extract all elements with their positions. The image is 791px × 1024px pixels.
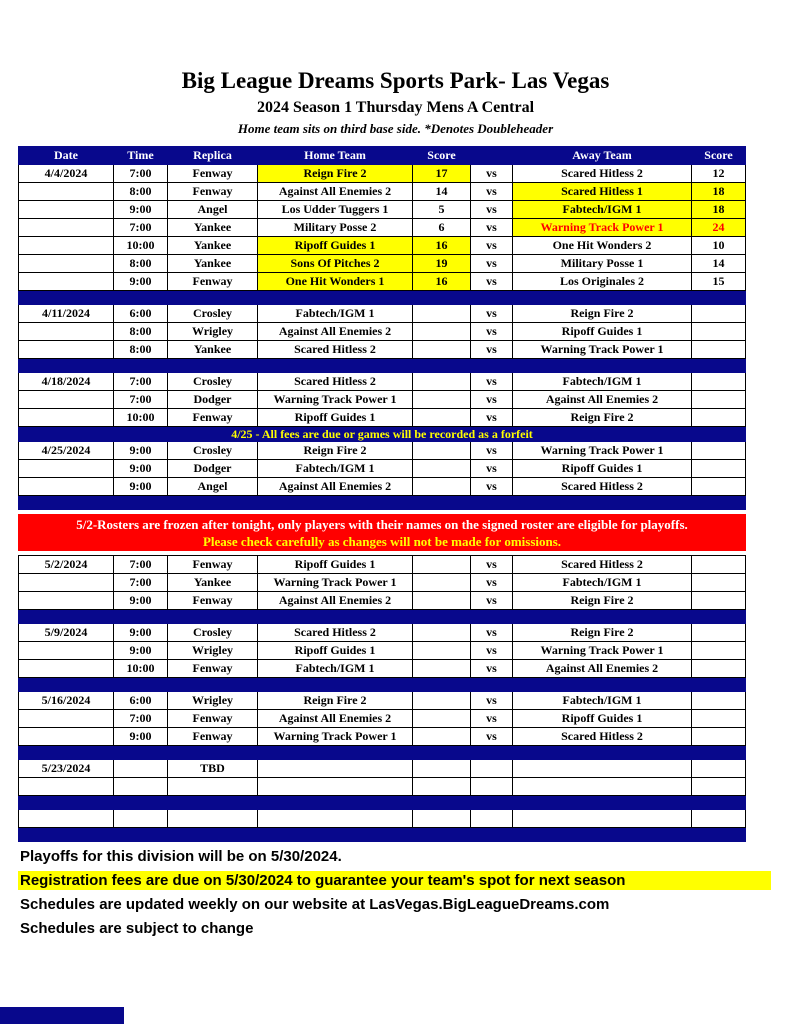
- date-cell: [19, 323, 114, 341]
- vs-cell: vs: [471, 710, 513, 728]
- separator-row: [19, 427, 746, 442]
- vs-cell: vs: [471, 409, 513, 427]
- home-team-cell: Fabtech/IGM 1: [258, 460, 413, 478]
- footer: [18, 847, 771, 938]
- section-divider: [19, 746, 746, 760]
- home-team-cell: Against All Enemies 2: [258, 183, 413, 201]
- replica-cell: Fenway: [168, 728, 258, 746]
- vs-cell: vs: [471, 391, 513, 409]
- away-team-cell: Scared Hitless 1: [513, 183, 692, 201]
- home-score-cell: 14: [413, 183, 471, 201]
- away-team-cell: Warning Track Power 1: [513, 341, 692, 359]
- game-row: [19, 409, 746, 427]
- date-cell: [19, 642, 114, 660]
- away-score-cell: [692, 778, 746, 796]
- vs-cell: vs: [471, 728, 513, 746]
- replica-cell: Fenway: [168, 710, 258, 728]
- away-score-cell: 10: [692, 237, 746, 255]
- date-cell: 5/23/2024: [19, 760, 114, 778]
- separator-row: [19, 610, 746, 624]
- date-cell: [19, 391, 114, 409]
- home-score-cell: [413, 710, 471, 728]
- footer-line: Playoffs for this division will be on 5/30/2024.: [20, 848, 342, 865]
- home-score-cell: [413, 642, 471, 660]
- game-row: [19, 692, 746, 710]
- home-score-cell: [413, 660, 471, 678]
- away-team-cell: Reign Fire 2: [513, 409, 692, 427]
- replica-cell: Fenway: [168, 592, 258, 610]
- home-team-cell: Ripoff Guides 1: [258, 409, 413, 427]
- home-score-cell: [413, 810, 471, 828]
- section-divider: [19, 678, 746, 692]
- time-cell: 9:00: [114, 273, 168, 291]
- home-score-cell: [413, 305, 471, 323]
- empty-row: [19, 778, 746, 796]
- time-cell: 7:00: [114, 373, 168, 391]
- away-score-cell: [692, 692, 746, 710]
- away-score-cell: [692, 341, 746, 359]
- home-team-cell: Reign Fire 2: [258, 442, 413, 460]
- replica-cell: Fenway: [168, 273, 258, 291]
- home-team-cell: Warning Track Power 1: [258, 391, 413, 409]
- game-row: [19, 341, 746, 359]
- home-team-cell: Reign Fire 2: [258, 165, 413, 183]
- away-score-cell: [692, 478, 746, 496]
- column-header: [471, 147, 513, 165]
- replica-cell: Yankee: [168, 219, 258, 237]
- away-team-cell: Reign Fire 2: [513, 305, 692, 323]
- home-score-cell: 17: [413, 165, 471, 183]
- away-team-cell: Against All Enemies 2: [513, 660, 692, 678]
- column-header: Replica: [168, 147, 258, 165]
- time-cell: 10:00: [114, 660, 168, 678]
- away-score-cell: 12: [692, 165, 746, 183]
- away-score-cell: [692, 728, 746, 746]
- vs-cell: vs: [471, 201, 513, 219]
- time-cell: 10:00: [114, 409, 168, 427]
- date-cell: [19, 460, 114, 478]
- game-row: [19, 624, 746, 642]
- time-cell: 7:00: [114, 391, 168, 409]
- home-team-cell: [258, 760, 413, 778]
- date-cell: [19, 273, 114, 291]
- vs-cell: vs: [471, 323, 513, 341]
- away-team-cell: Scared Hitless 2: [513, 556, 692, 574]
- game-row: [19, 219, 746, 237]
- home-score-cell: 16: [413, 273, 471, 291]
- home-score-cell: [413, 391, 471, 409]
- replica-cell: Wrigley: [168, 692, 258, 710]
- vs-cell: vs: [471, 165, 513, 183]
- away-team-cell: Reign Fire 2: [513, 624, 692, 642]
- time-cell: 9:00: [114, 201, 168, 219]
- notice-row: [19, 515, 746, 551]
- home-score-cell: [413, 574, 471, 592]
- away-score-cell: [692, 710, 746, 728]
- game-row: [19, 592, 746, 610]
- time-cell: 7:00: [114, 219, 168, 237]
- vs-cell: vs: [471, 642, 513, 660]
- away-score-cell: [692, 323, 746, 341]
- home-score-cell: [413, 460, 471, 478]
- page-header: [0, 0, 791, 137]
- vs-cell: vs: [471, 660, 513, 678]
- home-score-cell: [413, 778, 471, 796]
- away-team-cell: Scared Hitless 2: [513, 478, 692, 496]
- home-team-cell: Ripoff Guides 1: [258, 237, 413, 255]
- separator-row: [19, 496, 746, 510]
- game-row: [19, 442, 746, 460]
- replica-cell: Fenway: [168, 165, 258, 183]
- section-divider: [19, 828, 746, 842]
- footer-line: Registration fees are due on 5/30/2024 to guarantee your team's spot for next season: [18, 871, 771, 890]
- date-cell: [19, 778, 114, 796]
- column-header: Score: [692, 147, 746, 165]
- home-team-cell: Reign Fire 2: [258, 692, 413, 710]
- away-score-cell: 18: [692, 183, 746, 201]
- time-cell: 8:00: [114, 341, 168, 359]
- away-team-cell: Fabtech/IGM 1: [513, 692, 692, 710]
- home-team-cell: Fabtech/IGM 1: [258, 305, 413, 323]
- home-score-cell: [413, 341, 471, 359]
- time-cell: 9:00: [114, 592, 168, 610]
- home-team-cell: Los Udder Tuggers 1: [258, 201, 413, 219]
- away-team-cell: Fabtech/IGM 1: [513, 201, 692, 219]
- away-score-cell: 18: [692, 201, 746, 219]
- home-score-cell: [413, 442, 471, 460]
- game-row: [19, 760, 746, 778]
- date-cell: [19, 810, 114, 828]
- game-row: [19, 373, 746, 391]
- replica-cell: Crosley: [168, 373, 258, 391]
- home-team-note: Home team sits on third base side. *Denotes Doubleheader: [237, 121, 554, 136]
- time-cell: 6:00: [114, 305, 168, 323]
- game-row: [19, 183, 746, 201]
- away-score-cell: [692, 409, 746, 427]
- time-cell: 7:00: [114, 710, 168, 728]
- away-team-cell: Ripoff Guides 1: [513, 710, 692, 728]
- replica-cell: Yankee: [168, 237, 258, 255]
- game-row: [19, 460, 746, 478]
- game-row: [19, 660, 746, 678]
- game-row: [19, 305, 746, 323]
- home-score-cell: [413, 592, 471, 610]
- time-cell: 9:00: [114, 442, 168, 460]
- game-row: [19, 391, 746, 409]
- time-cell: [114, 778, 168, 796]
- away-team-cell: Military Posse 1: [513, 255, 692, 273]
- date-cell: [19, 574, 114, 592]
- vs-cell: vs: [471, 556, 513, 574]
- home-team-cell: Sons Of Pitches 2: [258, 255, 413, 273]
- date-cell: 5/16/2024: [19, 692, 114, 710]
- date-cell: [19, 660, 114, 678]
- section-divider: [19, 359, 746, 373]
- game-row: [19, 255, 746, 273]
- page-subtitle: 2024 Season 1 Thursday Mens A Central: [256, 99, 535, 116]
- away-score-cell: [692, 660, 746, 678]
- replica-cell: Fenway: [168, 660, 258, 678]
- notice-line-1: 5/2-Rosters are frozen after tonight, only players with their names on the signed roster are eligible for playoffs.: [76, 516, 688, 532]
- home-team-cell: Against All Enemies 2: [258, 592, 413, 610]
- away-team-cell: Scared Hitless 2: [513, 165, 692, 183]
- away-score-cell: [692, 574, 746, 592]
- replica-cell: Dodger: [168, 391, 258, 409]
- game-row: [19, 728, 746, 746]
- vs-cell: vs: [471, 692, 513, 710]
- game-row: [19, 642, 746, 660]
- empty-row: [19, 810, 746, 828]
- home-team-cell: Against All Enemies 2: [258, 710, 413, 728]
- time-cell: 9:00: [114, 624, 168, 642]
- away-score-cell: [692, 760, 746, 778]
- notice-line-2: Please check carefully as changes will not be made for omissions.: [202, 533, 562, 549]
- bottom-left-bar: [0, 1007, 124, 1024]
- time-cell: 8:00: [114, 323, 168, 341]
- schedule-rows: [19, 165, 746, 842]
- date-cell: [19, 409, 114, 427]
- replica-cell: Crosley: [168, 624, 258, 642]
- away-team-cell: Los Originales 2: [513, 273, 692, 291]
- away-team-cell: Against All Enemies 2: [513, 391, 692, 409]
- column-header: Score: [413, 147, 471, 165]
- schedule-header-row: [19, 147, 746, 165]
- separator-row: [19, 359, 746, 373]
- separator-row: [19, 746, 746, 760]
- away-score-cell: [692, 305, 746, 323]
- away-team-cell: Ripoff Guides 1: [513, 323, 692, 341]
- time-cell: 9:00: [114, 728, 168, 746]
- away-score-cell: 24: [692, 219, 746, 237]
- vs-cell: [471, 810, 513, 828]
- column-header: Away Team: [513, 147, 692, 165]
- away-team-cell: Warning Track Power 1: [513, 442, 692, 460]
- replica-cell: [168, 810, 258, 828]
- home-score-cell: [413, 692, 471, 710]
- away-score-cell: 15: [692, 273, 746, 291]
- footer-line: Schedules are subject to change: [20, 920, 254, 937]
- time-cell: 7:00: [114, 165, 168, 183]
- away-score-cell: [692, 642, 746, 660]
- date-cell: [19, 255, 114, 273]
- home-team-cell: [258, 810, 413, 828]
- home-team-cell: Military Posse 2: [258, 219, 413, 237]
- away-team-cell: One Hit Wonders 2: [513, 237, 692, 255]
- separator-row: [19, 796, 746, 810]
- section-divider: [19, 291, 746, 305]
- vs-cell: vs: [471, 305, 513, 323]
- footer-line: Schedules are updated weekly on our website at LasVegas.BigLeagueDreams.com: [20, 896, 610, 913]
- date-cell: [19, 219, 114, 237]
- vs-cell: vs: [471, 574, 513, 592]
- vs-cell: vs: [471, 373, 513, 391]
- page-title: Big League Dreams Sports Park- Las Vegas: [181, 68, 610, 93]
- home-score-cell: [413, 323, 471, 341]
- date-cell: 4/4/2024: [19, 165, 114, 183]
- replica-cell: Fenway: [168, 183, 258, 201]
- away-team-cell: Warning Track Power 1: [513, 219, 692, 237]
- vs-cell: [471, 778, 513, 796]
- game-row: [19, 165, 746, 183]
- away-score-cell: [692, 624, 746, 642]
- replica-cell: Yankee: [168, 574, 258, 592]
- time-cell: 9:00: [114, 642, 168, 660]
- away-team-cell: Scared Hitless 2: [513, 728, 692, 746]
- away-score-cell: 14: [692, 255, 746, 273]
- away-team-cell: Fabtech/IGM 1: [513, 574, 692, 592]
- home-team-cell: Ripoff Guides 1: [258, 642, 413, 660]
- vs-cell: vs: [471, 341, 513, 359]
- home-team-cell: Scared Hitless 2: [258, 624, 413, 642]
- game-row: [19, 556, 746, 574]
- away-score-cell: [692, 391, 746, 409]
- away-team-cell: Fabtech/IGM 1: [513, 373, 692, 391]
- time-cell: [114, 810, 168, 828]
- game-row: [19, 273, 746, 291]
- vs-cell: vs: [471, 255, 513, 273]
- separator-row: [19, 828, 746, 842]
- home-score-cell: [413, 624, 471, 642]
- date-cell: [19, 237, 114, 255]
- home-score-cell: [413, 728, 471, 746]
- home-team-cell: Against All Enemies 2: [258, 478, 413, 496]
- vs-cell: vs: [471, 478, 513, 496]
- column-header: Date: [19, 147, 114, 165]
- home-team-cell: Against All Enemies 2: [258, 323, 413, 341]
- game-row: [19, 574, 746, 592]
- home-team-cell: Fabtech/IGM 1: [258, 660, 413, 678]
- vs-cell: vs: [471, 624, 513, 642]
- home-score-cell: 16: [413, 237, 471, 255]
- section-divider: [19, 610, 746, 624]
- date-cell: 4/18/2024: [19, 373, 114, 391]
- away-team-cell: [513, 810, 692, 828]
- section-divider: [19, 796, 746, 810]
- section-message: 4/25 - All fees are due or games will be recorded as a forfeit: [19, 427, 746, 442]
- vs-cell: [471, 760, 513, 778]
- date-cell: 4/11/2024: [19, 305, 114, 323]
- home-score-cell: [413, 760, 471, 778]
- game-row: [19, 237, 746, 255]
- date-cell: 5/9/2024: [19, 624, 114, 642]
- replica-cell: Fenway: [168, 556, 258, 574]
- home-score-cell: 5: [413, 201, 471, 219]
- schedule-table: [18, 146, 746, 842]
- vs-cell: vs: [471, 273, 513, 291]
- game-row: [19, 478, 746, 496]
- replica-cell: TBD: [168, 760, 258, 778]
- date-cell: [19, 183, 114, 201]
- separator-row: [19, 678, 746, 692]
- home-score-cell: 6: [413, 219, 471, 237]
- away-team-cell: Reign Fire 2: [513, 592, 692, 610]
- away-team-cell: Warning Track Power 1: [513, 642, 692, 660]
- home-team-cell: Scared Hitless 2: [258, 373, 413, 391]
- home-team-cell: Ripoff Guides 1: [258, 556, 413, 574]
- time-cell: 8:00: [114, 255, 168, 273]
- date-cell: [19, 478, 114, 496]
- home-team-cell: [258, 778, 413, 796]
- time-cell: 6:00: [114, 692, 168, 710]
- replica-cell: Fenway: [168, 409, 258, 427]
- date-cell: [19, 710, 114, 728]
- vs-cell: vs: [471, 237, 513, 255]
- replica-cell: Wrigley: [168, 642, 258, 660]
- vs-cell: vs: [471, 183, 513, 201]
- roster-freeze-notice: [19, 515, 746, 551]
- home-team-cell: Scared Hitless 2: [258, 341, 413, 359]
- vs-cell: vs: [471, 219, 513, 237]
- away-score-cell: [692, 556, 746, 574]
- home-team-cell: Warning Track Power 1: [258, 574, 413, 592]
- date-cell: [19, 592, 114, 610]
- time-cell: 10:00: [114, 237, 168, 255]
- home-team-cell: Warning Track Power 1: [258, 728, 413, 746]
- game-row: [19, 710, 746, 728]
- replica-cell: Angel: [168, 478, 258, 496]
- column-header: Time: [114, 147, 168, 165]
- away-score-cell: [692, 592, 746, 610]
- replica-cell: Dodger: [168, 460, 258, 478]
- date-cell: [19, 728, 114, 746]
- time-cell: 9:00: [114, 478, 168, 496]
- replica-cell: Wrigley: [168, 323, 258, 341]
- away-team-cell: Ripoff Guides 1: [513, 460, 692, 478]
- time-cell: 9:00: [114, 460, 168, 478]
- date-cell: 4/25/2024: [19, 442, 114, 460]
- home-score-cell: [413, 373, 471, 391]
- vs-cell: vs: [471, 442, 513, 460]
- date-cell: [19, 341, 114, 359]
- away-score-cell: [692, 442, 746, 460]
- home-score-cell: [413, 478, 471, 496]
- time-cell: 7:00: [114, 556, 168, 574]
- game-row: [19, 201, 746, 219]
- time-cell: 7:00: [114, 574, 168, 592]
- date-cell: [19, 201, 114, 219]
- separator-row: [19, 291, 746, 305]
- home-score-cell: [413, 556, 471, 574]
- replica-cell: Crosley: [168, 442, 258, 460]
- home-team-cell: One Hit Wonders 1: [258, 273, 413, 291]
- game-row: [19, 323, 746, 341]
- replica-cell: Yankee: [168, 255, 258, 273]
- replica-cell: Yankee: [168, 341, 258, 359]
- away-score-cell: [692, 460, 746, 478]
- replica-cell: Crosley: [168, 305, 258, 323]
- column-header: Home Team: [258, 147, 413, 165]
- time-cell: [114, 760, 168, 778]
- date-cell: 5/2/2024: [19, 556, 114, 574]
- time-cell: 8:00: [114, 183, 168, 201]
- vs-cell: vs: [471, 592, 513, 610]
- away-team-cell: [513, 760, 692, 778]
- away-score-cell: [692, 810, 746, 828]
- away-score-cell: [692, 373, 746, 391]
- home-score-cell: 19: [413, 255, 471, 273]
- replica-cell: [168, 778, 258, 796]
- vs-cell: vs: [471, 460, 513, 478]
- section-divider: [19, 496, 746, 510]
- away-team-cell: [513, 778, 692, 796]
- replica-cell: Angel: [168, 201, 258, 219]
- home-score-cell: [413, 409, 471, 427]
